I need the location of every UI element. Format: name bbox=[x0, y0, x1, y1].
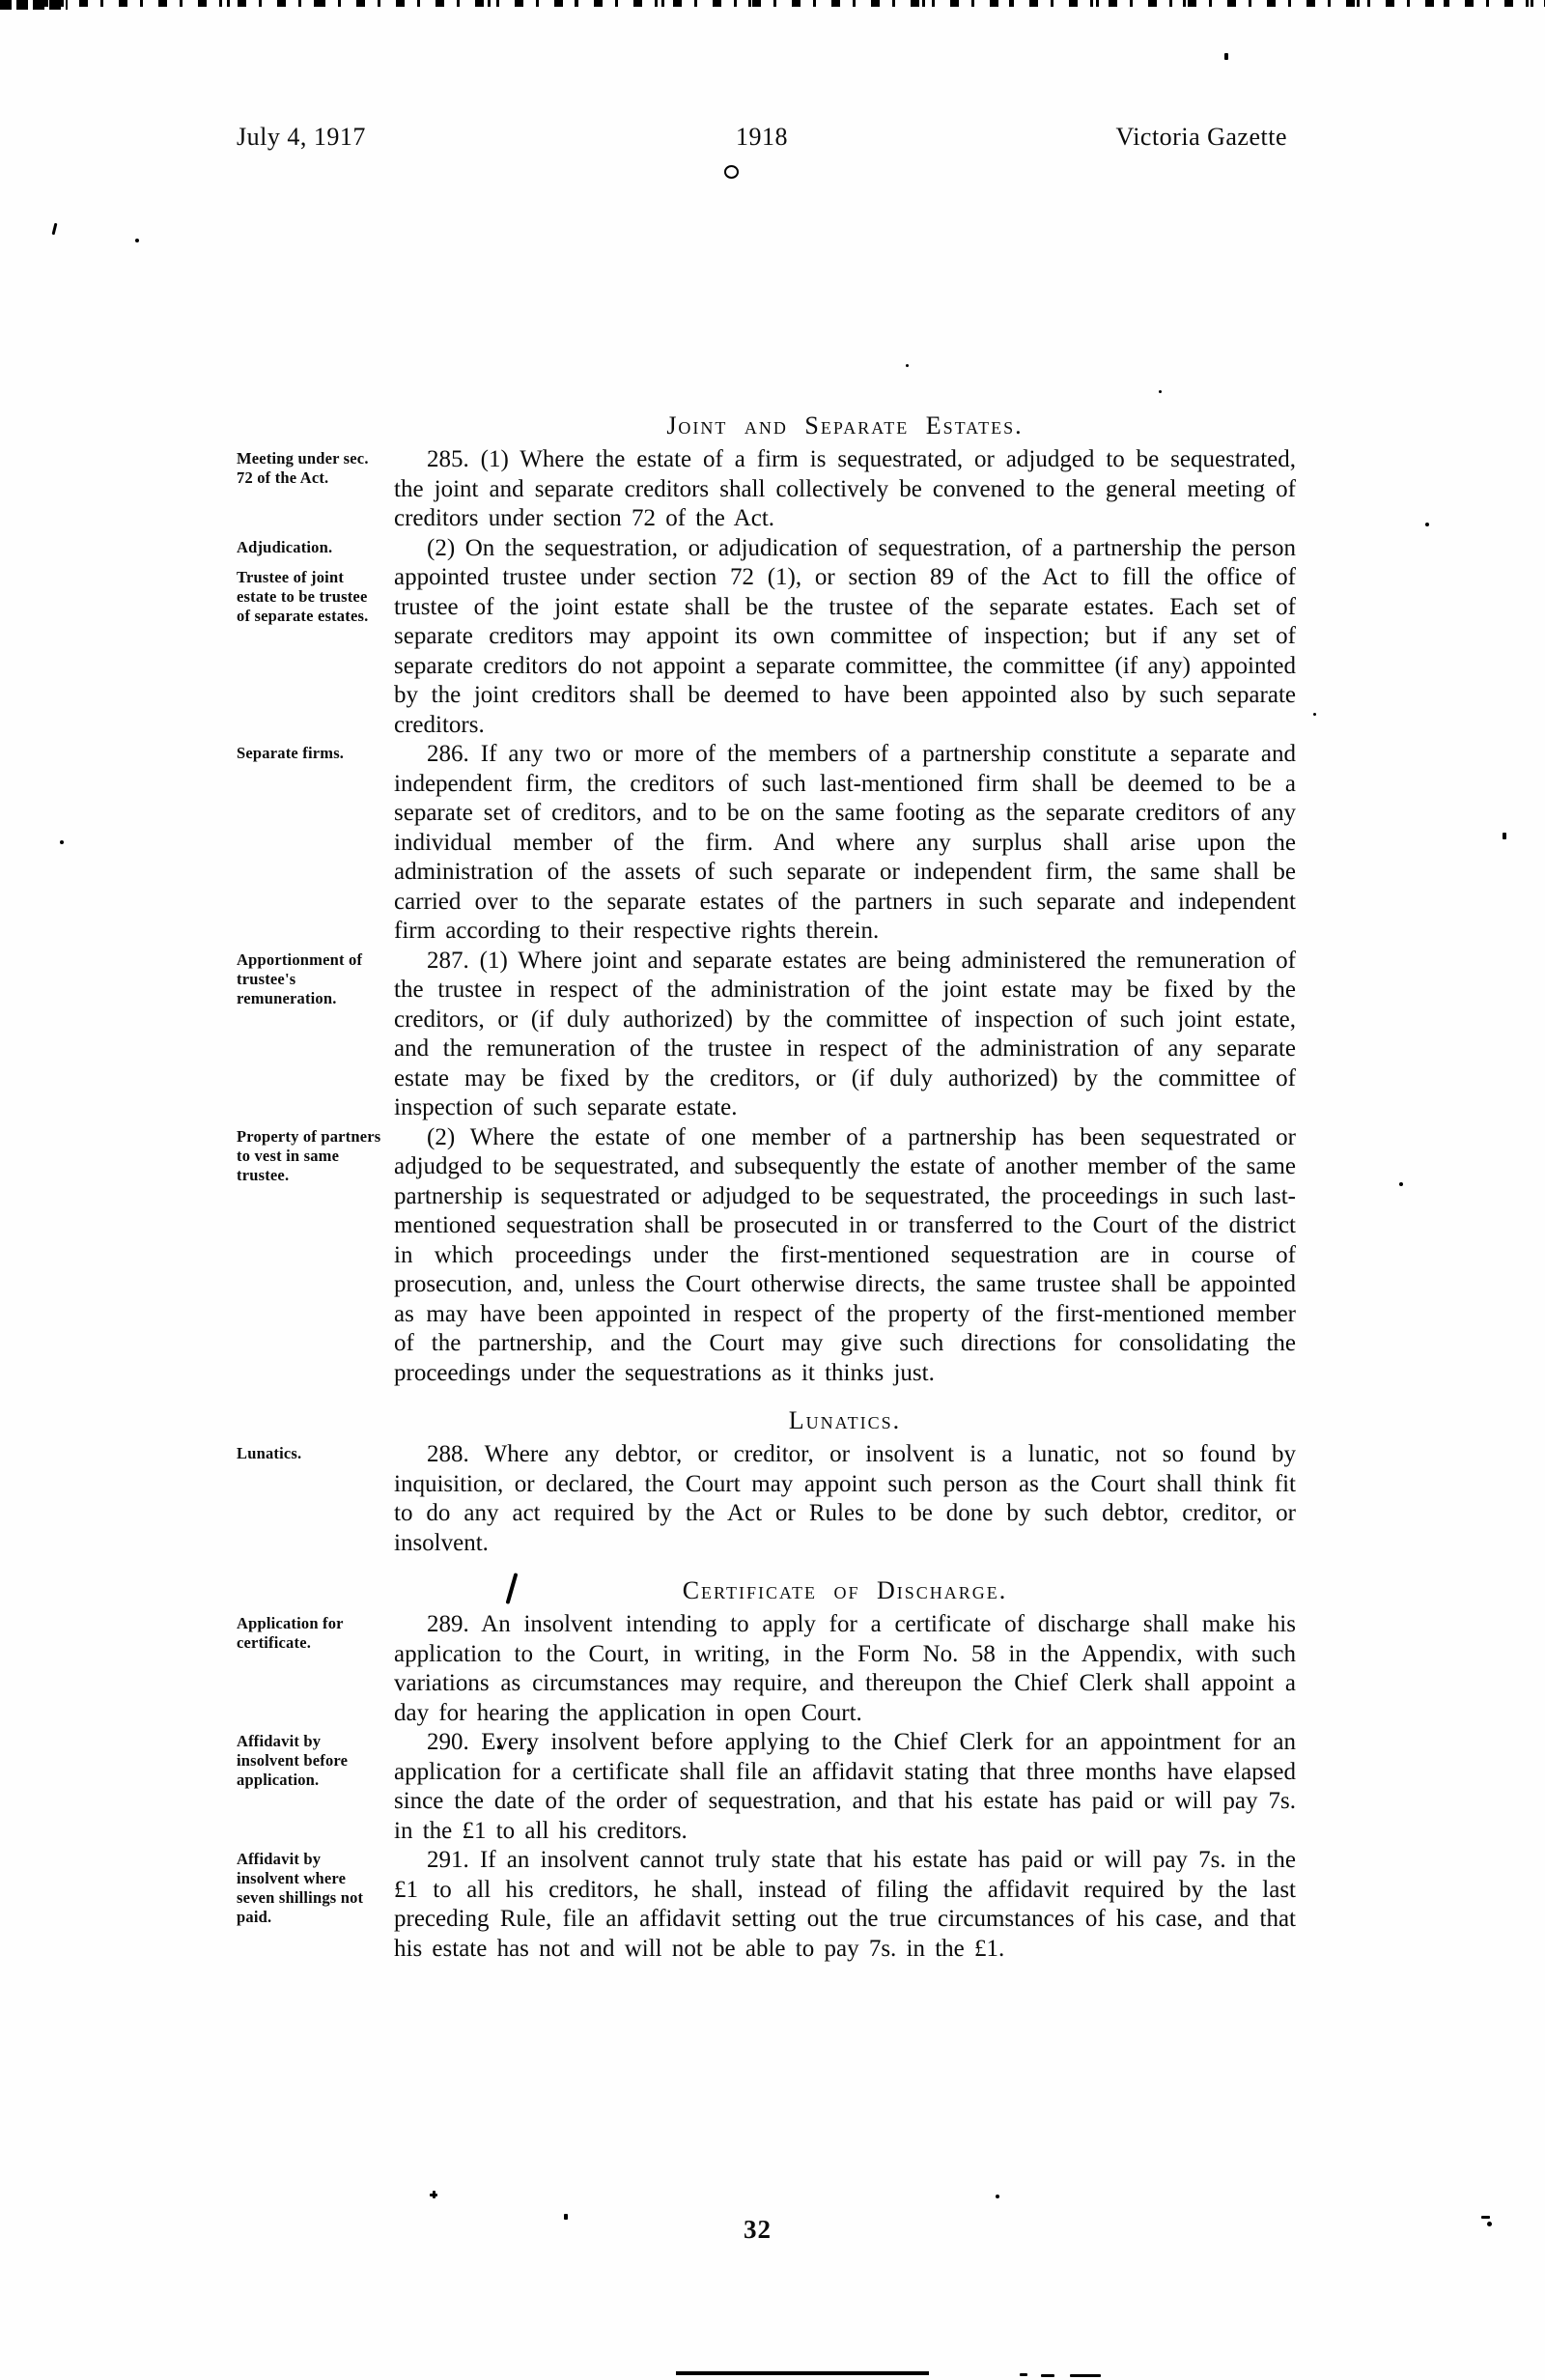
margin-notes bbox=[237, 1127, 384, 1196]
header-date: July 4, 1917 bbox=[237, 123, 366, 151]
paragraph-text: 286. If any two or more of the members of a partnership constitute a separate and independent firm, the creditors of such last-mentioned firm shall be deemed to be a separate set of creditors, and to be on the same footing as the separate creditors of any individual member of the firm. And where any surplus shall arise upon the administration of the assets of such separate or independent firm, the same shall be carried over to the separate estates of the partners in such separate and independent firm according to their respective rights therein. bbox=[394, 741, 1296, 944]
scan-noise-dot bbox=[996, 2195, 999, 2198]
footer-page-number: 32 bbox=[744, 2215, 772, 2244]
scan-noise-mark bbox=[1041, 2374, 1054, 2377]
rule-paragraph bbox=[237, 947, 1296, 1123]
rules-section bbox=[237, 1404, 1296, 1558]
rule-paragraph bbox=[237, 740, 1296, 947]
paragraph-text: 289. An insolvent intending to apply for a certificate of discharge shall make his application to the Court, in writing, in the Form No. 58 in the Appendix, with such variations as circumstances may require, and thereupon the Chief Clerk shall appoint a day for hearing the application in open Court. bbox=[394, 1611, 1296, 1726]
scan-noise-mark bbox=[1070, 2374, 1101, 2377]
paragraph-text: (2) Where the estate of one member of a partnership has been sequestrated or adjudged to be sequestrated, and subsequently the estate of another member of the same partnership is sequestrated or adjudged to be sequestrated, the proceedings in such last-mentioned sequestration shall be prosecuted in or transferred to the Court of the district in which proceedings under the first-mentioned sequestration are in course of prosecution, and, unless the Court otherwise directs, the same trustee shall be appointed as may have been appointed in respect of the property of the first-mentioned member of the partnership, and the Court may give such directions for consolidating the proceedings under the sequestrations as it thinks just. bbox=[394, 1123, 1296, 1386]
margin-notes bbox=[237, 1444, 384, 1474]
scan-noise-dot bbox=[906, 364, 909, 367]
header-publication: Victoria Gazette bbox=[1115, 123, 1287, 151]
paragraph-text: 290. Every insolvent before applying to the Chief Clerk for an appointment for an application for a certificate shall file an affidavit stating that three months have elapsed since the date of the order of sequestration, and that his estate has paid or will pay 7s. in the £1 to all his creditors. bbox=[394, 1729, 1296, 1844]
margin-note: Meeting under sec. 72 of the Act. bbox=[237, 449, 369, 487]
scan-noise-dot bbox=[60, 840, 64, 844]
margin-note: Lunatics. bbox=[237, 1444, 302, 1462]
margin-notes bbox=[237, 950, 384, 1019]
margin-note: Application for certificate. bbox=[237, 1614, 344, 1652]
rules-section bbox=[237, 410, 1296, 1388]
rule-paragraph bbox=[237, 1123, 1296, 1389]
margin-notes bbox=[237, 1614, 384, 1663]
rule-paragraph bbox=[237, 1728, 1296, 1846]
margin-note: Apportionment of trustee's remuneration. bbox=[237, 949, 363, 1007]
scan-noise-dot bbox=[1487, 2222, 1492, 2226]
paragraph-text: (2) On the sequestration, or adjudication of sequestration, of a partnership the person appointed trustee under section 72 (1), or section 89 of the Act to fill the office of trustee of the joint estate shall be the trustee of the separate estates. Each set of separate creditors may appoint its own committee of inspection; but if any set of separate creditors do not appoint a separate committee, the committee (if any) appointed by the joint creditors shall be deemed to have been appointed also by such separate creditors. bbox=[394, 534, 1296, 738]
margin-note: Trustee of joint estate to be trustee of separate estates. bbox=[237, 567, 369, 625]
scan-noise-mark bbox=[1481, 2216, 1490, 2219]
scan-noise-mark bbox=[52, 223, 58, 235]
rule-paragraph bbox=[237, 445, 1296, 534]
scan-torn-edge bbox=[0, 0, 1545, 7]
margin-note: Property of partners to vest in same trustee. bbox=[237, 1126, 381, 1184]
scan-noise-mark bbox=[1503, 833, 1506, 839]
scan-noise-dot bbox=[1425, 523, 1429, 526]
scan-noise-ring bbox=[724, 165, 739, 179]
scan-noise-stroke bbox=[506, 1572, 518, 1604]
paragraph-text: 287. (1) Where joint and separate estates are being administered the remuneration of the trustee in respect of the administration of the joint estate may be fixed by the creditors, or (if duly authorized) by the committee of inspection of such joint estate, and the remuneration of the trustee in respect of the administration of any separate estate may be fixed by the creditors, or (if duly authorized) by the committee of inspection of such separate estate. bbox=[394, 947, 1296, 1120]
scan-noise-mark bbox=[1020, 2373, 1027, 2376]
margin-notes bbox=[237, 449, 384, 498]
paragraph-text: 285. (1) Where the estate of a firm is sequestrated, or adjudged to be sequestrated, the joint and separate creditors shall collectively be convened to the general meeting of creditors under section 72 of the Act. bbox=[394, 446, 1296, 531]
scan-noise-dot bbox=[1159, 390, 1162, 393]
scan-noise-dot bbox=[135, 239, 139, 242]
scan-noise-mark bbox=[564, 2214, 568, 2220]
scan-noise-dot bbox=[1399, 1182, 1403, 1186]
page-header bbox=[237, 123, 1287, 152]
scan-noise-dot bbox=[1313, 713, 1316, 716]
bottom-rule-line bbox=[676, 2371, 929, 2375]
margin-notes bbox=[237, 1850, 384, 1938]
paragraph-text: 288. Where any debtor, or creditor, or insolvent is a lunatic, not so found by inquisition, or declared, the Court may appoint such person as the Court shall think fit to do any act required by the Act or Rules to be done by such debtor, creditor, or insolvent. bbox=[394, 1441, 1296, 1556]
margin-notes bbox=[237, 744, 384, 774]
section-heading: Joint and Separate Estates. bbox=[666, 411, 1024, 439]
margin-notes bbox=[237, 1732, 384, 1800]
margin-note: Adjudication. bbox=[237, 537, 333, 556]
paragraph-text: 291. If an insolvent cannot truly state that his estate has paid or will pay 7s. in the £1 to all his creditors, he shall, instead of filing the affidavit required by the last preceding Rule, file an affidavit setting out the true circumstances of his case, and that his estate has not and will not be able to pay 7s. in the £1. bbox=[394, 1847, 1296, 1962]
margin-note: Affidavit by insolvent before application. bbox=[237, 1732, 349, 1789]
margin-notes bbox=[237, 538, 384, 637]
rule-paragraph bbox=[237, 1610, 1296, 1728]
rule-paragraph bbox=[237, 1846, 1296, 1964]
rule-paragraph bbox=[237, 1440, 1296, 1558]
margin-note: Affidavit by insolvent where seven shillings not paid. bbox=[237, 1850, 364, 1926]
scan-noise-mark bbox=[1224, 53, 1228, 60]
rules-content bbox=[237, 410, 1296, 1964]
section-heading: Lunatics. bbox=[788, 1406, 902, 1434]
scan-noise-mark bbox=[433, 2191, 435, 2198]
margin-note: Separate firms. bbox=[237, 744, 345, 762]
scan-torn-edge-corner bbox=[0, 0, 68, 10]
rules-section bbox=[237, 1574, 1296, 1964]
header-page-number: 1918 bbox=[736, 123, 788, 151]
rule-paragraph bbox=[237, 534, 1296, 741]
section-heading: Certificate of Discharge. bbox=[394, 1574, 1296, 1607]
